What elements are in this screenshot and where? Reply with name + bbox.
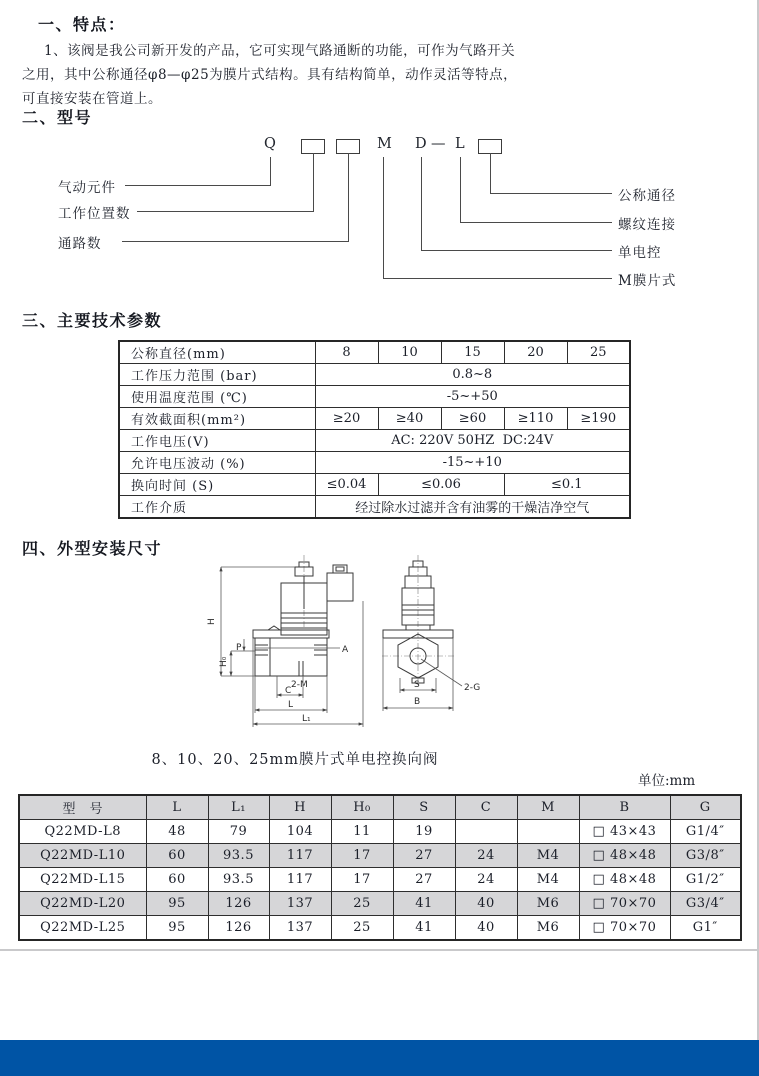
table-cell: ≤0.04 — [315, 474, 378, 496]
diagram-line — [421, 250, 612, 251]
table-cell: 24 — [455, 844, 517, 868]
table-cell: 60 — [146, 844, 208, 868]
feature-paragraph-line3: 可直接安装在管道上。 — [22, 91, 162, 107]
diagram-label-thread-connection: 螺纹连接 — [618, 217, 676, 233]
table-cell: ≥60 — [441, 408, 504, 430]
table-cell: 40 — [455, 916, 517, 941]
dim-label-p: P — [236, 643, 242, 653]
diagram-line — [313, 153, 314, 211]
table-row — [19, 892, 741, 916]
table-cell: 126 — [208, 892, 269, 916]
table-cell: C — [455, 795, 517, 820]
model-dimensions-table-body — [19, 795, 741, 940]
table-cell: 允许电压波动 (%) — [119, 452, 315, 474]
model-code-diagram — [0, 130, 759, 308]
table-cell: ≥20 — [315, 408, 378, 430]
code-char-dash: — — [431, 136, 446, 152]
table-cell: L — [146, 795, 208, 820]
dim-label-2g: 2-G — [464, 683, 481, 693]
table-cell: Q22MD-L10 — [19, 844, 146, 868]
diagram-line — [348, 153, 349, 241]
table-cell: 48 — [146, 820, 208, 844]
table-cell: 11 — [331, 820, 393, 844]
table-cell: 104 — [269, 820, 331, 844]
table-cell: Q22MD-L15 — [19, 868, 146, 892]
table-cell: ≥40 — [378, 408, 441, 430]
diagram-label-ways: 通路数 — [58, 236, 102, 252]
table-row — [119, 496, 630, 519]
table-cell: 25 — [331, 916, 393, 941]
valve-drawing-svg — [200, 553, 510, 749]
diagram-line — [383, 278, 612, 279]
table-cell: 17 — [331, 868, 393, 892]
table-cell: 型 号 — [19, 795, 146, 820]
table-cell: 137 — [269, 892, 331, 916]
valve-side-view-dimensions — [207, 567, 363, 727]
feature-paragraph-line2: 之用，其中公称通径φ8—φ25为膜片式结构。具有结构简单，动作灵活等特点， — [22, 67, 518, 83]
table-row — [119, 386, 630, 408]
code-char-l: L — [455, 136, 465, 152]
code-char-q: Q — [264, 136, 276, 152]
table-cell: 换向时间 (S) — [119, 474, 315, 496]
table-cell: □ 43×43 — [579, 820, 670, 844]
table-cell: 20 — [504, 341, 567, 364]
table-row — [119, 430, 630, 452]
table-cell: M6 — [517, 892, 579, 916]
table-cell: 公称直径(mm) — [119, 341, 315, 364]
table-cell: G3/8″ — [670, 844, 741, 868]
table-cell: B — [579, 795, 670, 820]
valve-side-view — [253, 555, 353, 676]
footer-bar — [0, 1040, 759, 1076]
diagram-line — [383, 157, 384, 278]
table-cell: 10 — [378, 341, 441, 364]
table-cell: 95 — [146, 916, 208, 941]
table-cell: 40 — [455, 892, 517, 916]
table-cell: 27 — [393, 868, 455, 892]
table-cell: H₀ — [331, 795, 393, 820]
table-cell: H — [269, 795, 331, 820]
table-cell: 117 — [269, 844, 331, 868]
table-cell: 41 — [393, 892, 455, 916]
table-cell: 8 — [315, 341, 378, 364]
table-cell: G1″ — [670, 916, 741, 941]
valve-dimension-drawing — [200, 553, 510, 749]
feature-paragraph-line1: 1、该阀是我公司新开发的产品，它可实现气路通断的功能，可作为气路开关 — [44, 43, 516, 59]
table-cell: -5~+50 — [315, 386, 630, 408]
dim-label-c: C — [285, 686, 292, 696]
table-row — [119, 341, 630, 364]
table-cell: G — [670, 795, 741, 820]
diagram-label-pneumatic-element: 气动元件 — [58, 180, 116, 196]
table-cell: 0.8~8 — [315, 364, 630, 386]
diagram-line — [421, 157, 422, 250]
diagram-line — [490, 153, 491, 193]
table-cell: AC: 220V 50HZ DC:24V — [315, 430, 630, 452]
diagram-line — [137, 211, 314, 212]
table-cell: G3/4″ — [670, 892, 741, 916]
table-cell: 24 — [455, 868, 517, 892]
table-cell: 93.5 — [208, 844, 269, 868]
section2-heading: 二、型号 — [22, 108, 93, 127]
model-dimensions-table — [18, 794, 742, 941]
table-cell: 137 — [269, 916, 331, 941]
table-cell: 126 — [208, 916, 269, 941]
table-cell: ≤0.1 — [504, 474, 630, 496]
table-cell: 25 — [331, 892, 393, 916]
table-cell: ≥110 — [504, 408, 567, 430]
dim-label-a: A — [342, 645, 349, 655]
diagram-line — [490, 193, 612, 194]
diagram-label-single-solenoid: 单电控 — [618, 245, 662, 261]
table-cell: Q22MD-L8 — [19, 820, 146, 844]
table-cell: 19 — [393, 820, 455, 844]
table-cell: G1/2″ — [670, 868, 741, 892]
table-row — [19, 916, 741, 941]
table-row — [19, 868, 741, 892]
table-cell: Q22MD-L25 — [19, 916, 146, 941]
drawing-caption: 8、10、20、25mm膜片式单电控换向阀 — [151, 752, 439, 768]
table-row — [19, 820, 741, 844]
table-cell: 工作压力范围 (bar) — [119, 364, 315, 386]
dim-label-h: H — [207, 618, 217, 625]
table-cell: □ 70×70 — [579, 892, 670, 916]
dim-label-2m: 2-M — [291, 680, 308, 690]
dim-label-b: B — [414, 697, 421, 707]
dim-label-l1: L₁ — [302, 714, 311, 724]
table-cell: L₁ — [208, 795, 269, 820]
table-cell: 41 — [393, 916, 455, 941]
table-cell: 17 — [331, 844, 393, 868]
table-cell: 95 — [146, 892, 208, 916]
table-cell: 117 — [269, 868, 331, 892]
table-row — [19, 844, 741, 868]
table-cell: 15 — [441, 341, 504, 364]
code-char-m: M — [377, 136, 392, 152]
technical-parameters-table-body — [119, 341, 630, 518]
diagram-label-diaphragm-type: M膜片式 — [618, 273, 677, 289]
table-cell: G1/4″ — [670, 820, 741, 844]
table-cell: 工作介质 — [119, 496, 315, 519]
section4-heading: 四、外型安装尺寸 — [22, 539, 163, 558]
table-cell: ≥190 — [567, 408, 630, 430]
diagram-line — [460, 157, 461, 222]
table-cell: □ 48×48 — [579, 844, 670, 868]
table-cell: M4 — [517, 868, 579, 892]
code-box-ways — [336, 139, 360, 154]
table-cell: □ 70×70 — [579, 916, 670, 941]
table-cell: M — [517, 795, 579, 820]
table-cell: -15~+10 — [315, 452, 630, 474]
separator-line — [0, 949, 759, 951]
table-cell: 使用温度范围 (℃) — [119, 386, 315, 408]
dim-label-h0: H₀ — [219, 656, 229, 667]
dim-label-s: S — [414, 680, 420, 690]
table-cell: 25 — [567, 341, 630, 364]
table-row — [119, 452, 630, 474]
table-cell: 60 — [146, 868, 208, 892]
table-cell: 93.5 — [208, 868, 269, 892]
table-cell: 有效截面积(mm²) — [119, 408, 315, 430]
technical-parameters-table — [118, 340, 631, 519]
diagram-label-working-positions: 工作位置数 — [58, 206, 131, 222]
table-cell: 经过除水过滤并含有油雾的干燥洁净空气 — [315, 496, 630, 519]
table-cell — [455, 820, 517, 844]
diagram-line — [270, 157, 271, 185]
table-cell — [517, 820, 579, 844]
table-cell: S — [393, 795, 455, 820]
code-box-positions — [301, 139, 325, 154]
table-row — [119, 408, 630, 430]
table-cell: Q22MD-L20 — [19, 892, 146, 916]
table-cell: 79 — [208, 820, 269, 844]
diagram-line — [122, 241, 349, 242]
table-row — [119, 474, 630, 496]
code-char-d: D — [415, 136, 427, 152]
table-cell: M6 — [517, 916, 579, 941]
section3-heading: 三、主要技术参数 — [22, 311, 163, 330]
unit-note: 单位:mm — [638, 773, 696, 789]
table-cell: ≤0.06 — [378, 474, 504, 496]
diagram-line — [460, 222, 612, 223]
diagram-label-nominal-bore: 公称通径 — [618, 188, 676, 204]
table-cell: M4 — [517, 844, 579, 868]
valve-front-view — [382, 555, 455, 687]
table-row — [19, 795, 741, 820]
dim-label-l: L — [288, 700, 294, 710]
table-cell: 工作电压(V) — [119, 430, 315, 452]
table-cell: □ 48×48 — [579, 868, 670, 892]
table-row — [119, 364, 630, 386]
table-cell: 27 — [393, 844, 455, 868]
section1-heading: 一、特点： — [38, 15, 126, 34]
diagram-line — [125, 185, 271, 186]
code-box-bore — [478, 139, 502, 154]
